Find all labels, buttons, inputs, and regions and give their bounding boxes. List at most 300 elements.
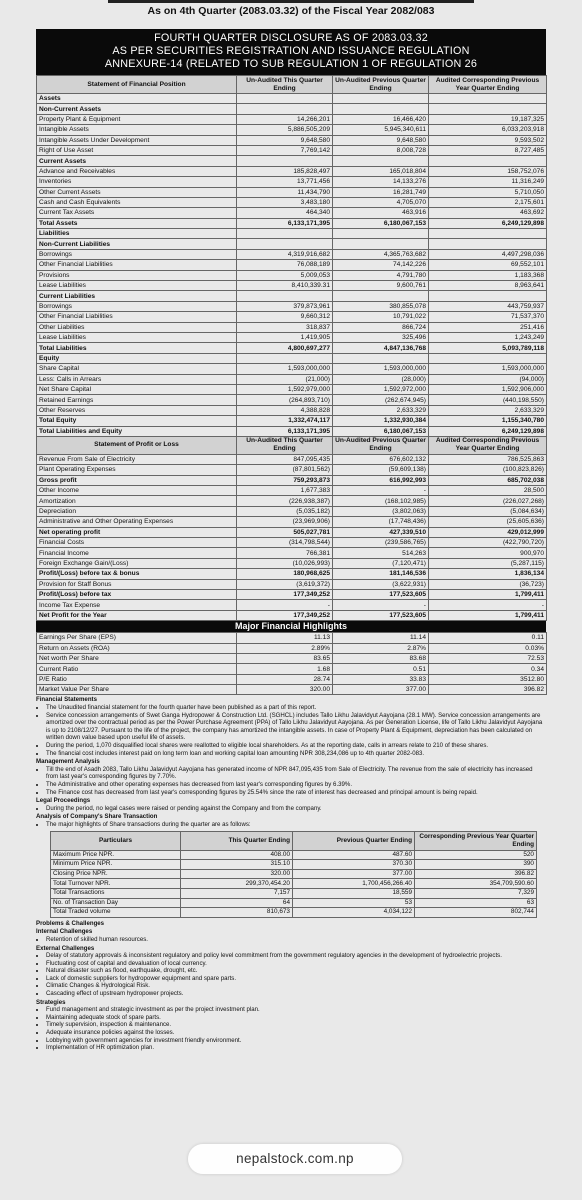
row-value <box>429 291 547 301</box>
row-value: 396.82 <box>415 869 537 879</box>
bullet-item: • The Finance cost has decreased from last year's corresponding figures by 25.54% since the rate of interest has decreased and principal amount is being repaid. <box>46 789 546 797</box>
pl-header-previous-year: Audited Corresponding Previous Year Quarter Ending <box>429 436 547 454</box>
row-label: Borrowings <box>37 301 237 311</box>
row-label: Share Capital <box>37 364 237 374</box>
fin-row <box>37 208 547 218</box>
row-value: (3,802,063) <box>333 506 429 516</box>
row-value: 71,537,370 <box>429 312 547 322</box>
row-value: (226,027,268) <box>429 496 547 506</box>
fin-row <box>37 374 547 384</box>
row-value: 11,434,790 <box>237 187 333 197</box>
row-label: Depreciation <box>37 506 237 516</box>
bullet-item: • The financial cost includes interest paid on long term loan and working capital loan amounting NPR 308,234,086 up to 4th quarter 2082-083. <box>46 750 546 758</box>
row-value: 69,552,101 <box>429 260 547 270</box>
row-value: 63 <box>415 898 537 908</box>
row-value: 6,249,129,898 <box>429 426 547 436</box>
fin-row <box>37 384 547 394</box>
row-value: 180,968,625 <box>237 569 333 579</box>
row-value: 487.60 <box>293 850 415 860</box>
ma-list <box>36 766 546 796</box>
row-value: (7,120,471) <box>333 558 429 568</box>
row-label: Inventories <box>37 177 237 187</box>
highlight-row <box>37 643 547 653</box>
row-value: (262,674,945) <box>333 395 429 405</box>
row-value: 1,155,340,780 <box>429 416 547 426</box>
row-value: 2.89% <box>237 643 333 653</box>
fs-title: Financial Statements <box>36 696 97 704</box>
row-value: 8,727,485 <box>429 145 547 155</box>
row-value: 11.14 <box>333 633 429 643</box>
row-value: - <box>237 600 333 610</box>
row-label: Non-Current Liabilities <box>37 239 237 249</box>
row-value: (5,084,634) <box>429 506 547 516</box>
row-value: (100,823,826) <box>429 465 547 475</box>
row-value: 6,033,203,918 <box>429 125 547 135</box>
row-label: Other Current Assets <box>37 187 237 197</box>
row-value: 10,791,022 <box>333 312 429 322</box>
row-label: Net operating profit <box>37 527 237 537</box>
fin-row <box>37 197 547 207</box>
bullet-item: • Climatic Changes & Hydrological Risk. <box>46 982 546 990</box>
row-value: 64 <box>181 898 293 908</box>
bullet-item: • The Administrative and other operating expenses has decreased from last year's corresponding figures by 6.39%. <box>46 781 546 789</box>
bullet-item: • Maintaining adequate stock of spare parts. <box>46 1014 546 1022</box>
fin-row <box>37 94 547 104</box>
row-value <box>429 104 547 114</box>
external-title: External Challenges <box>36 944 95 952</box>
row-value: 1,593,000,000 <box>237 364 333 374</box>
row-value: 6,249,129,898 <box>429 218 547 228</box>
row-value: 1,836,134 <box>429 569 547 579</box>
row-label: Other Financial Liabilities <box>37 260 237 270</box>
row-value: 685,702,038 <box>429 475 547 485</box>
row-label: Market Value Per Share <box>37 685 237 695</box>
bullet-item: • Retention of skilled human resources. <box>46 936 546 944</box>
row-value: 14,266,201 <box>237 114 333 124</box>
row-value: 18,559 <box>293 888 415 898</box>
share-row <box>51 879 537 889</box>
row-value: 11,316,249 <box>429 177 547 187</box>
row-value: 514,263 <box>333 548 429 558</box>
row-value: 4,319,916,682 <box>237 249 333 259</box>
row-value: 759,293,873 <box>237 475 333 485</box>
pl-row <box>37 506 547 516</box>
row-value: 847,095,435 <box>237 454 333 464</box>
row-value: 390 <box>415 860 537 870</box>
row-value: 427,339,510 <box>333 527 429 537</box>
row-value <box>237 239 333 249</box>
row-value: (5,287,115) <box>429 558 547 568</box>
row-label: P/E Ratio <box>37 674 237 684</box>
row-value: 443,759,937 <box>429 301 547 311</box>
row-label: Amortization <box>37 496 237 506</box>
row-label: Lease Liabilities <box>37 332 237 342</box>
fin-row <box>37 416 547 426</box>
row-value: 766,381 <box>237 548 333 558</box>
row-value: 9,660,312 <box>237 312 333 322</box>
row-label: No. of Transaction Day <box>51 898 181 908</box>
sh-title: Analysis of Company's Share Transaction <box>36 813 158 821</box>
row-value: 396.82 <box>429 685 547 695</box>
bullet-item: • The Unaudited financial statement for the fourth quarter have been published as a part of this report. <box>46 704 546 712</box>
highlight-row <box>37 633 547 643</box>
row-value: 177,523,605 <box>333 589 429 599</box>
row-value <box>237 94 333 104</box>
challenges-section <box>36 920 546 1052</box>
row-value: 7,769,142 <box>237 145 333 155</box>
highlights-table <box>36 632 547 695</box>
share-transaction-table <box>50 831 537 918</box>
row-label: Current Tax Assets <box>37 208 237 218</box>
row-value: 3512.80 <box>429 674 547 684</box>
row-value: 802,744 <box>415 908 537 918</box>
row-value: 1.68 <box>237 664 333 674</box>
row-value <box>237 104 333 114</box>
row-value <box>429 156 547 166</box>
bullet-item: • Timely supervision, inspection & maintenance. <box>46 1021 546 1029</box>
row-value: 5,886,505,209 <box>237 125 333 135</box>
row-value: 1,799,411 <box>429 610 547 620</box>
row-label: Other Reserves <box>37 405 237 415</box>
fin-row <box>37 135 547 145</box>
sh-list <box>36 821 546 829</box>
bullet-item: • During the period, 1,070 disqualified local shares were reallotted to eligible local shareholders. As at the reporting date, calls in arrears relate to 210 of these shares. <box>46 742 546 750</box>
fin-row <box>37 332 547 342</box>
row-label: Gross profit <box>37 475 237 485</box>
row-label: Net worth Per Share <box>37 653 237 663</box>
row-value: - <box>333 600 429 610</box>
row-value: 2,633,329 <box>429 405 547 415</box>
internal-title: Internal Challenges <box>36 928 93 936</box>
row-value: 1,592,906,000 <box>429 384 547 394</box>
row-value: 299,370,454.20 <box>181 879 293 889</box>
pl-row <box>37 496 547 506</box>
bullet-item: • Service concession arrangements of Swet Ganga Hydropower & Construction Ltd. (SGHCL) includes Tallo Likhu Jalavidyut Aayojana (28.1 MW). Service concession arrangements are amortized over the contractual period as per the Power Purchase Agreement (PPA) of Tallo Likhu Jalavidyut Aayojana. As per Generation License, life of Tallo Likhu Jalavidyut Aayojana is up to 2108/12/27. Pursuant to the life of the project, the company has amortized the intangible assets. In case of Property Plant & Equipment, depreciation has been calculated on written down value based upon useful life of assets. <box>46 712 546 742</box>
row-label: Total Assets <box>37 218 237 228</box>
row-value: 11.13 <box>237 633 333 643</box>
row-value: 177,349,252 <box>237 589 333 599</box>
challenges-title: Problems & Challenges <box>36 919 105 927</box>
row-value: (226,938,387) <box>237 496 333 506</box>
bullet-item: • Cascading effect of upstream hydropower projects. <box>46 990 546 998</box>
pl-row <box>37 600 547 610</box>
row-value: 76,088,189 <box>237 260 333 270</box>
pl-header-label: Statement of Profit or Loss <box>37 436 237 454</box>
row-value: 16,466,420 <box>333 114 429 124</box>
row-value: 33.83 <box>333 674 429 684</box>
row-value: 4,800,697,277 <box>237 343 333 353</box>
fin-row <box>37 364 547 374</box>
row-value: 1,332,474,117 <box>237 416 333 426</box>
row-value: 7,157 <box>181 888 293 898</box>
row-label: Total Turnover NPR. <box>51 879 181 889</box>
row-value: 616,992,993 <box>333 475 429 485</box>
row-value: 72.53 <box>429 653 547 663</box>
row-value <box>333 291 429 301</box>
row-value: 28.74 <box>237 674 333 684</box>
pl-row <box>37 579 547 589</box>
row-value: 177,349,252 <box>237 610 333 620</box>
row-label: Less: Calls in Arrears <box>37 374 237 384</box>
row-value <box>333 229 429 239</box>
banner-line-1: FOURTH QUARTER DISCLOSURE AS OF 2083.03.32 <box>154 32 428 44</box>
row-value: 8,410,339.31 <box>237 281 333 291</box>
row-value: 4,791,780 <box>333 270 429 280</box>
external-list <box>36 952 546 998</box>
row-value: 83.68 <box>333 653 429 663</box>
row-value: (23,969,906) <box>237 517 333 527</box>
row-value: 377.00 <box>333 685 429 695</box>
row-value: 1,592,972,000 <box>333 384 429 394</box>
bullet-item: • The major highlights of Share transactions during the quarter are as follows: <box>46 821 546 829</box>
fin-row <box>37 218 547 228</box>
row-value: (28,000) <box>333 374 429 384</box>
row-label: Provisions <box>37 270 237 280</box>
row-value: (3,622,931) <box>333 579 429 589</box>
row-value: 9,593,502 <box>429 135 547 145</box>
row-value: 2,633,329 <box>333 405 429 415</box>
row-value: (422,790,720) <box>429 538 547 548</box>
row-label: Profit/(Loss) before tax <box>37 589 237 599</box>
pl-header-this-quarter: Un-Audited This Quarter Ending <box>237 436 333 454</box>
row-label: Total Traded volume <box>51 908 181 918</box>
pl-row <box>37 454 547 464</box>
row-value: (25,605,636) <box>429 517 547 527</box>
row-value <box>333 104 429 114</box>
bullet-item: • Delay of statutory approvals & inconsistent regulatory and policy level commitment from the government regulatory agencies in the development of hydroelectric projects. <box>46 952 546 960</box>
row-value: 165,018,804 <box>333 166 429 176</box>
row-value: 4,365,763,682 <box>333 249 429 259</box>
highlight-row <box>37 653 547 663</box>
watermark-badge: nepalstock.com.np <box>188 1144 402 1174</box>
row-value: 429,012,999 <box>429 527 547 537</box>
row-value: 320.00 <box>237 685 333 695</box>
fin-row <box>37 281 547 291</box>
lp-title: Legal Proceedings <box>36 797 91 805</box>
row-value: 0.11 <box>429 633 547 643</box>
row-value: 379,873,961 <box>237 301 333 311</box>
fin-row <box>37 114 547 124</box>
row-value: 0.34 <box>429 664 547 674</box>
row-value: 370.30 <box>293 860 415 870</box>
row-value: 5,945,340,611 <box>333 125 429 135</box>
row-label: Administrative and Other Operating Expenses <box>37 517 237 527</box>
notes-section <box>36 696 546 828</box>
pl-body <box>37 454 547 620</box>
row-value: 13,771,456 <box>237 177 333 187</box>
row-value: 5,009,053 <box>237 270 333 280</box>
row-value: 6,133,171,395 <box>237 426 333 436</box>
row-value <box>237 156 333 166</box>
row-label: Retained Earnings <box>37 395 237 405</box>
row-value: 318,837 <box>237 322 333 332</box>
fin-row <box>37 353 547 363</box>
fin-row <box>37 291 547 301</box>
row-label: Financial Costs <box>37 538 237 548</box>
row-value: 8,963,641 <box>429 281 547 291</box>
row-label: Total Liabilities and Equity <box>37 426 237 436</box>
row-value: 185,828,497 <box>237 166 333 176</box>
fin-row <box>37 312 547 322</box>
row-label: Assets <box>37 94 237 104</box>
row-label: Current Liabilities <box>37 291 237 301</box>
row-value: 464,340 <box>237 208 333 218</box>
pl-row <box>37 486 547 496</box>
row-value: 28,500 <box>429 486 547 496</box>
pl-header-previous-quarter: Un-Audited Previous Quarter Ending <box>333 436 429 454</box>
row-value: 2.87% <box>333 643 429 653</box>
row-value <box>333 353 429 363</box>
row-label: Intangible Assets Under Development <box>37 135 237 145</box>
fin-row <box>37 343 547 353</box>
row-value: 1,700,456,266.40 <box>293 879 415 889</box>
row-value: (5,035,182) <box>237 506 333 516</box>
pl-row <box>37 538 547 548</box>
pl-row <box>37 569 547 579</box>
fin-row <box>37 270 547 280</box>
share-row <box>51 908 537 918</box>
highlight-row <box>37 685 547 695</box>
row-value: 380,855,078 <box>333 301 429 311</box>
fin-header-previous-quarter: Un-Audited Previous Quarter Ending <box>333 76 429 94</box>
bullet-item: • Lack of domestic suppliers for hydropower equipment and spare parts. <box>46 975 546 983</box>
row-value: 16,281,749 <box>333 187 429 197</box>
fin-header-this-quarter: Un-Audited This Quarter Ending <box>237 76 333 94</box>
row-value: 325,496 <box>333 332 429 342</box>
fin-body <box>37 94 547 437</box>
row-value: 6,180,067,153 <box>333 426 429 436</box>
row-value: 1,593,000,000 <box>429 364 547 374</box>
row-value: (59,609,138) <box>333 465 429 475</box>
bullet-item: • During the period, no legal cases were raised or pending against the Company and from the company. <box>46 805 546 813</box>
bullet-item: • Fund management and strategic investment as per the project investment plan. <box>46 1006 546 1014</box>
row-value: (10,026,993) <box>237 558 333 568</box>
bullet-item: • Adequate insurance policies against the losses. <box>46 1029 546 1037</box>
financial-position-table <box>36 75 547 621</box>
row-label: Current Assets <box>37 156 237 166</box>
row-value: - <box>429 600 547 610</box>
row-value: 7,329 <box>415 888 537 898</box>
share-header-previous-quarter: Previous Quarter Ending <box>293 831 415 850</box>
row-label: Property Plant & Equipment <box>37 114 237 124</box>
row-value: 74,142,226 <box>333 260 429 270</box>
row-value <box>237 353 333 363</box>
row-value: 4,388,828 <box>237 405 333 415</box>
row-value: 4,497,298,036 <box>429 249 547 259</box>
pl-row <box>37 558 547 568</box>
row-value: - <box>333 486 429 496</box>
row-value: 354,709,590.60 <box>415 879 537 889</box>
row-label: Equity <box>37 353 237 363</box>
fin-row <box>37 104 547 114</box>
row-value: 4,847,136,768 <box>333 343 429 353</box>
row-value: (264,893,710) <box>237 395 333 405</box>
fin-header-previous-year: Audited Corresponding Previous Year Quarter Ending <box>429 76 547 94</box>
row-value: 6,133,171,395 <box>237 218 333 228</box>
row-value: 1,677,383 <box>237 486 333 496</box>
row-value: 520 <box>415 850 537 860</box>
fin-row <box>37 395 547 405</box>
row-value: 900,970 <box>429 548 547 558</box>
bullet-item: • Till the end of Asadh 2083, Tallo Likhu Jalavidyut Aayojana has generated income of NPR 847,095,435 from Sale of Electricity. The revenue from the sale of electricity has increased from last year's corresponding figures by 7.70%. <box>46 766 546 781</box>
row-value: 9,648,580 <box>237 135 333 145</box>
row-label: Other Income <box>37 486 237 496</box>
row-value: 8,008,728 <box>333 145 429 155</box>
row-value: 1,593,000,000 <box>333 364 429 374</box>
row-value: (21,000) <box>237 374 333 384</box>
row-value <box>333 156 429 166</box>
disclosure-banner <box>36 29 546 75</box>
row-value: (94,000) <box>429 374 547 384</box>
row-value: 786,525,863 <box>429 454 547 464</box>
row-label: Earnings Per Share (EPS) <box>37 633 237 643</box>
row-label: Advance and Receivables <box>37 166 237 176</box>
strategies-title: Strategies <box>36 998 66 1006</box>
row-label: Plant Operating Expenses <box>37 465 237 475</box>
row-value: (239,586,765) <box>333 538 429 548</box>
row-value <box>237 229 333 239</box>
pl-row <box>37 589 547 599</box>
row-value <box>237 291 333 301</box>
row-label: Other Financial Liabilities <box>37 312 237 322</box>
row-value: (3,619,372) <box>237 579 333 589</box>
bullet-item: • Lobbying with government agencies for investment friendly environment. <box>46 1037 546 1045</box>
row-value: 0.03% <box>429 643 547 653</box>
fin-row <box>37 239 547 249</box>
fin-row <box>37 166 547 176</box>
row-value: (87,801,562) <box>237 465 333 475</box>
row-value: 5,093,789,118 <box>429 343 547 353</box>
row-value: (314,798,544) <box>237 538 333 548</box>
row-value: 377.00 <box>293 869 415 879</box>
row-value: 1,243,249 <box>429 332 547 342</box>
internal-list <box>36 936 546 944</box>
row-label: Right of Use Asset <box>37 145 237 155</box>
row-label: Provision for Staff Bonus <box>37 579 237 589</box>
row-value <box>429 94 547 104</box>
fin-row <box>37 177 547 187</box>
row-value: (440,198,550) <box>429 395 547 405</box>
row-value <box>429 353 547 363</box>
strategies-list <box>36 1006 546 1052</box>
row-value <box>333 239 429 249</box>
fin-row <box>37 187 547 197</box>
row-value: 1,183,368 <box>429 270 547 280</box>
row-value: 2,175,601 <box>429 197 547 207</box>
fs-list <box>36 704 546 757</box>
row-value: 320.00 <box>181 869 293 879</box>
row-value: 9,600,761 <box>333 281 429 291</box>
row-label: Total Liabilities <box>37 343 237 353</box>
row-value: 1,419,905 <box>237 332 333 342</box>
fin-row <box>37 156 547 166</box>
row-value: (168,102,985) <box>333 496 429 506</box>
row-label: Other Liabilities <box>37 322 237 332</box>
row-value: 181,146,536 <box>333 569 429 579</box>
row-label: Non-Current Assets <box>37 104 237 114</box>
row-value: 463,916 <box>333 208 429 218</box>
row-label: Total Transactions <box>51 888 181 898</box>
lp-list <box>36 805 546 813</box>
row-value: 810,673 <box>181 908 293 918</box>
row-value <box>429 229 547 239</box>
row-value: 866,724 <box>333 322 429 332</box>
row-label: Minimum Price NPR. <box>51 860 181 870</box>
row-value: 3,483,180 <box>237 197 333 207</box>
st-body <box>51 850 537 917</box>
pl-row <box>37 527 547 537</box>
pl-row <box>37 517 547 527</box>
